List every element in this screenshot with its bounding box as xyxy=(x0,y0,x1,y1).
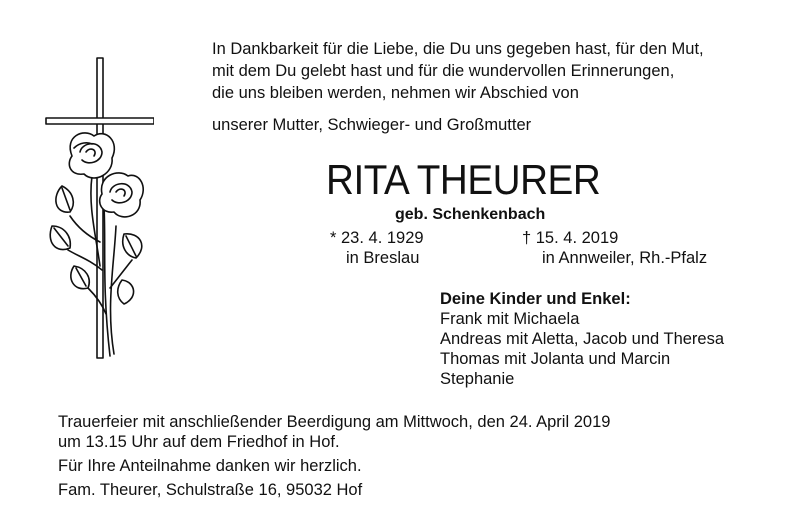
cross-with-roses-icon xyxy=(44,56,154,366)
address-line: Fam. Theurer, Schulstraße 16, 95032 Hof xyxy=(58,481,363,499)
intro-line: die uns bleiben werden, nehmen wir Abschied von xyxy=(212,84,579,102)
maiden-name: geb. Schenkenbach xyxy=(395,206,546,223)
intro-text xyxy=(212,38,792,104)
family-heading: Deine Kinder und Enkel: xyxy=(440,290,631,308)
family-member: Thomas mit Jolanta und Marcin xyxy=(440,350,671,368)
family-block xyxy=(440,289,724,389)
birth-info xyxy=(330,228,424,268)
family-member: Stephanie xyxy=(440,370,515,388)
relation-text: unserer Mutter, Schwieger- und Großmutter xyxy=(212,116,532,134)
death-date: † 15. 4. 2019 xyxy=(522,229,619,247)
footer-block xyxy=(58,412,610,500)
service-line: um 13.15 Uhr auf dem Friedhof in Hof. xyxy=(58,433,340,451)
death-info xyxy=(522,228,707,268)
deceased-name: RITA THEURER xyxy=(326,156,601,203)
birth-date: * 23. 4. 1929 xyxy=(330,229,424,247)
death-place: in Annweiler, Rh.-Pfalz xyxy=(542,249,708,267)
service-line: Trauerfeier mit anschließender Beerdigung am Mittwoch, den 24. April 2019 xyxy=(58,413,611,431)
intro-line: mit dem Du gelebt hast und für die wundervollen Erinnerungen, xyxy=(212,62,675,80)
birth-place: in Breslau xyxy=(346,249,420,267)
family-member: Andreas mit Aletta, Jacob und Theresa xyxy=(440,330,725,348)
thanks-line: Für Ihre Anteilnahme danken wir herzlich. xyxy=(58,457,362,475)
intro-line: In Dankbarkeit für die Liebe, die Du uns gegeben hast, für den Mut, xyxy=(212,40,704,58)
family-member: Frank mit Michaela xyxy=(440,310,580,328)
